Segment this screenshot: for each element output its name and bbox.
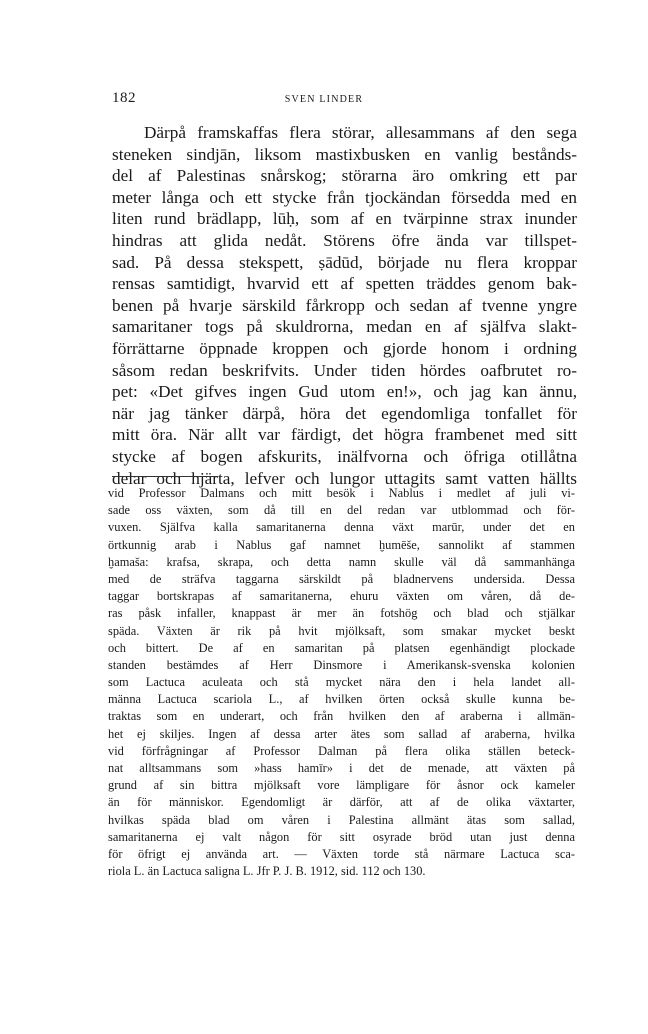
- footnote-text: [108, 485, 575, 880]
- body-line: pet: «Det gifves ingen Gud utom en!», och jag kan ännu,: [112, 382, 577, 402]
- footnote-line: nat alltsammans som »hass hamīr» i det de menade, att växten på: [108, 761, 575, 775]
- body-line: mitt öra. När allt var färdigt, det högra frambenet med sitt: [112, 425, 577, 445]
- footnote-line: männa Lactuca scariola L., af hvilken örten också skulle kunna be-: [108, 692, 575, 707]
- body-line: stycke af bogen afskurits, inälfvorna och öfriga otillåtna: [112, 446, 577, 466]
- body-line: samaritaner togs på skuldrorna, medan en af själfva slakt-: [112, 317, 577, 337]
- body-line: sad. På dessa stekspett, ṣādūd, började nu flera kroppar: [112, 252, 577, 272]
- footnote-line: riola L. än Lactuca saligna L. Jfr P. J. B. 1912, sid. 112 och 130.: [108, 864, 426, 879]
- running-head: SVEN LINDER: [284, 94, 364, 105]
- footnote-line: het ej skiljes. Ingen af dessa arter ätes som sallad af araberna, hvilka: [108, 726, 575, 741]
- footnote-line: sade oss växten, som då till en del redan var utblommad och för-: [108, 503, 575, 518]
- body-line: Därpå framskaffas flera störar, allesammans af den sega: [144, 123, 577, 142]
- body-line: förrättarne öppnade kroppen och gjorde honom i ordning: [112, 338, 577, 358]
- footnote-line: ḫamaša: krafsa, skrapa, och detta namn skulle väl då sammanhänga: [108, 554, 575, 569]
- body-line: delar och hjärta, lefver och lungor uttagits samt vatten hällts: [112, 468, 577, 488]
- body-text: [112, 122, 577, 489]
- footnote-line: och bittert. De af en samaritan på platsen egenhändigt plockade: [108, 640, 575, 655]
- footnote-line: traktas som en underart, och från hvilken den af araberna i allmän-: [108, 709, 575, 724]
- body-line: steneken sindjān, liksom mastixbusken en vanlig bestånds-: [112, 144, 577, 164]
- footnote-line: för öfrigt ej använda art. — Växten torde stå närmare Lactuca sca-: [108, 846, 575, 861]
- page-number: 182: [112, 90, 136, 106]
- body-line: liten rund brädlapp, lūḥ, som af en tvärpinne strax inunder: [112, 209, 577, 229]
- footnote-line: taggar bortskrapas af samaritanerna, ehuru växten om våren, då de-: [108, 589, 575, 604]
- body-line: när jag tänker därpå, höra det egendomliga tonfallet för: [112, 403, 577, 423]
- footnote-line: vuxen. Själfva kalla samaritanerna denna växt marūr, under det en: [108, 520, 575, 535]
- body-line: benen på hvarje särskild fårkropp och sedan af tvenne yngre: [112, 295, 577, 315]
- footnote-line: vid förfrågningar af Professor Dalman på flera olika ställen beteck-: [108, 743, 575, 758]
- footnote-line: samaritanerna ej valt någon för sitt osyrade bröd utan just denna: [108, 829, 575, 844]
- body-line: såsom redan beskrifvits. Under tiden hördes oafbrutet ro-: [112, 360, 577, 380]
- body-line: rensas samtidigt, hvarvid ett af spetten träddes genom bak-: [112, 274, 577, 294]
- body-line: del af Palestinas snårskog; störarna äro omkring ett par: [112, 166, 577, 186]
- body-line: hindras att glida nedåt. Störens öfre ända var tillspet-: [112, 230, 577, 250]
- body-line: meter långa och ett stycke från tjockändan försedda med en: [112, 187, 577, 207]
- footnote-line: som Lactuca aculeata och stå mycket nära den i hela landet all-: [108, 675, 575, 690]
- footnote-line: med de sträfva taggarna särskildt på bladnervens undersida. Dessa: [108, 571, 575, 586]
- footnote-line: standen bestämdes af Herr Dinsmore i Amerikansk-svenska kolonien: [108, 657, 575, 672]
- footnote-line: grund af sin bittra mjölksaft vore lämpligare för åsnor ock kameler: [108, 778, 575, 793]
- footnote-rule: [112, 476, 218, 477]
- footnote-line: ras påsk infaller, knappast är mer än fotshög och blad och stjälkar: [108, 606, 575, 621]
- footnote-line: hvilkas späda blad om våren i Palestina allmänt ätas som sallad,: [108, 812, 575, 827]
- footnote-line: än för människor. Egendomligt är därför, att af de olika växtarter,: [108, 795, 575, 810]
- footnote-line: vid Professor Dalmans och mitt besök i Nablus i medlet af juli vi-: [108, 486, 575, 500]
- footnote-line: späda. Växten är rik på hvit mjölksaft, som smakar mycket beskt: [108, 623, 575, 638]
- footnote-line: örtkunnig arab i Nablus gaf namnet ḫumēše, sannolikt af stammen: [108, 537, 575, 552]
